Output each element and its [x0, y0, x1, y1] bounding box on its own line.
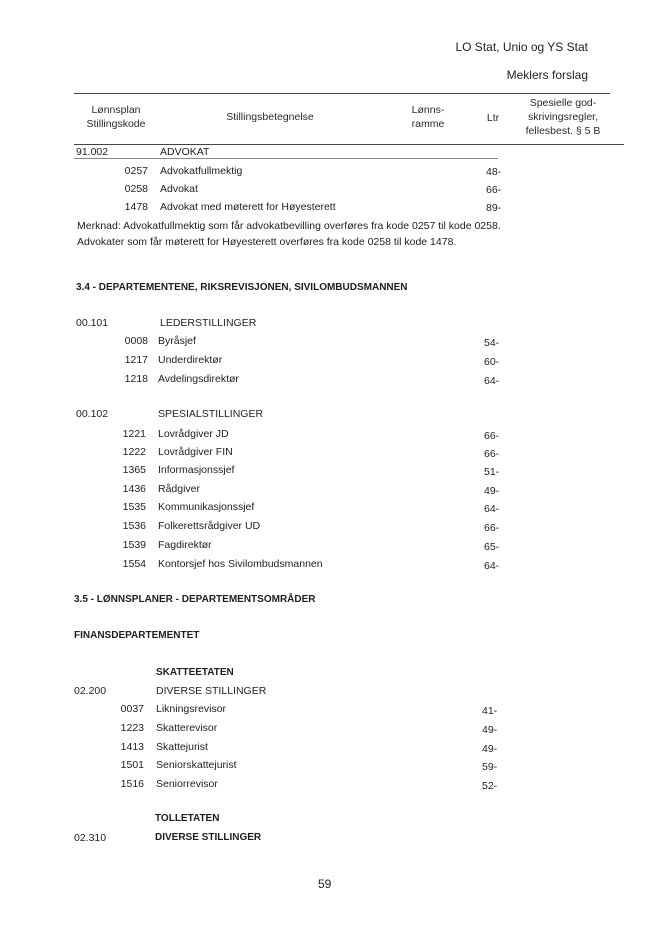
- group-title: DIVERSE STILLINGER: [155, 832, 262, 843]
- job-title: Seniorrevisor: [156, 778, 218, 790]
- job-title: Likningsrevisor: [156, 703, 227, 715]
- job-title: Lovrådgiver FIN: [158, 446, 233, 458]
- job-code: 1536: [122, 520, 146, 532]
- job-code: 0008: [124, 335, 148, 347]
- agency-heading: SKATTEETATEN: [156, 667, 234, 678]
- job-ltr: 64-: [484, 375, 500, 387]
- section-heading: 3.4 - DEPARTEMENTENE, RIKSREVISJONEN, SIVILOMBUDSMANNEN: [76, 282, 408, 293]
- job-code: 1365: [122, 464, 146, 476]
- header-proposal: Meklers forslag: [506, 68, 588, 82]
- job-ltr: 52-: [482, 780, 498, 792]
- job-ltr: 51-: [484, 466, 500, 478]
- job-code: 1501: [120, 759, 144, 771]
- section-heading: 3.5 - LØNNSPLANER - DEPARTEMENTSOMRÅDER: [74, 594, 316, 605]
- col-header-plan: Lønnsplan Stillingskode: [86, 104, 146, 130]
- job-ltr: 59-: [482, 761, 498, 773]
- job-code: 1217: [124, 354, 148, 366]
- job-title: Informasjonssjef: [158, 464, 235, 476]
- job-ltr: 89-: [486, 202, 502, 214]
- group-title: LEDERSTILLINGER: [160, 317, 257, 329]
- agency-heading: TOLLETATEN: [155, 813, 220, 824]
- col-header-title: Stillingsbetegnelse: [226, 111, 314, 123]
- group-title: SPESIALSTILLINGER: [158, 408, 264, 420]
- job-title: Fagdirektør: [158, 539, 212, 551]
- job-ltr: 49-: [482, 743, 498, 755]
- job-code: 1539: [122, 539, 146, 551]
- job-code: 1413: [120, 741, 144, 753]
- job-code: 1221: [122, 428, 146, 440]
- plan-code: 02.310: [74, 832, 107, 844]
- row-rule: [158, 158, 498, 159]
- job-title: Kommunikasjonssjef: [158, 501, 255, 513]
- ministry-heading: FINANSDEPARTEMENTET: [74, 630, 200, 641]
- table-top-rule: [74, 93, 610, 94]
- job-title: Kontorsjef hos Sivilombudsmannen: [158, 558, 323, 570]
- job-code: 1535: [122, 501, 146, 513]
- plan-code: 91.002: [76, 146, 109, 158]
- col-header-frame: Lønns- ramme: [411, 104, 445, 130]
- job-title: Seniorskattejurist: [156, 759, 237, 771]
- job-code: 1516: [120, 778, 144, 790]
- job-ltr: 64-: [484, 503, 500, 515]
- job-ltr: 66-: [484, 522, 500, 534]
- job-code: 1218: [124, 373, 148, 385]
- col-header-rules: Spesielle god- skrivingsregler, fellesbest. § 5 B: [525, 97, 601, 137]
- job-code: 1222: [122, 446, 146, 458]
- job-ltr: 49-: [482, 724, 498, 736]
- job-ltr: 48-: [486, 166, 502, 178]
- job-title: Folkerettsrådgiver UD: [158, 520, 261, 532]
- job-title: Advokat: [160, 183, 198, 195]
- job-code: 0258: [124, 183, 148, 195]
- plan-code: 02.200: [74, 685, 107, 697]
- job-ltr: 66-: [484, 430, 500, 442]
- job-code: 0257: [124, 165, 148, 177]
- page-number: 59: [318, 877, 332, 891]
- group-title: ADVOKAT: [160, 146, 210, 158]
- job-ltr: 60-: [484, 356, 500, 368]
- job-title: Byråsjef: [158, 335, 196, 347]
- job-title: Lovrådgiver JD: [158, 428, 229, 440]
- table-header-rule: [74, 144, 624, 145]
- col-header-ltr: Ltr: [486, 112, 500, 124]
- job-title: Advokatfullmektig: [160, 165, 243, 177]
- group-title: DIVERSE STILLINGER: [156, 685, 267, 697]
- remark-line-2: Advokater som får møterett for Høyesterett overføres fra kode 0258 til kode 1478.: [77, 236, 457, 248]
- job-title: Skattejurist: [156, 741, 208, 753]
- job-title: Advokat med møterett for Høyesterett: [160, 201, 336, 213]
- job-ltr: 54-: [484, 337, 500, 349]
- job-title: Rådgiver: [158, 483, 201, 495]
- job-title: Avdelingsdirektør: [158, 373, 239, 385]
- job-code: 1223: [120, 722, 144, 734]
- plan-code: 00.101: [76, 317, 109, 329]
- row-rule: [74, 158, 158, 159]
- job-ltr: 66-: [486, 184, 502, 196]
- job-code: 1436: [122, 483, 146, 495]
- job-ltr: 41-: [482, 705, 498, 717]
- header-org: LO Stat, Unio og YS Stat: [455, 40, 588, 54]
- job-title: Underdirektør: [158, 354, 223, 366]
- job-code: 1478: [124, 201, 148, 213]
- plan-code: 00.102: [76, 408, 109, 420]
- job-ltr: 49-: [484, 485, 500, 497]
- job-code: 1554: [122, 558, 146, 570]
- remark-line-1: Merknad: Advokatfullmektig som får advokatbevilling overføres fra kode 0257 til kode 0258.: [77, 220, 501, 232]
- job-ltr: 66-: [484, 448, 500, 460]
- job-ltr: 64-: [484, 560, 500, 572]
- job-ltr: 65-: [484, 541, 500, 553]
- job-title: Skatterevisor: [156, 722, 218, 734]
- job-code: 0037: [120, 703, 144, 715]
